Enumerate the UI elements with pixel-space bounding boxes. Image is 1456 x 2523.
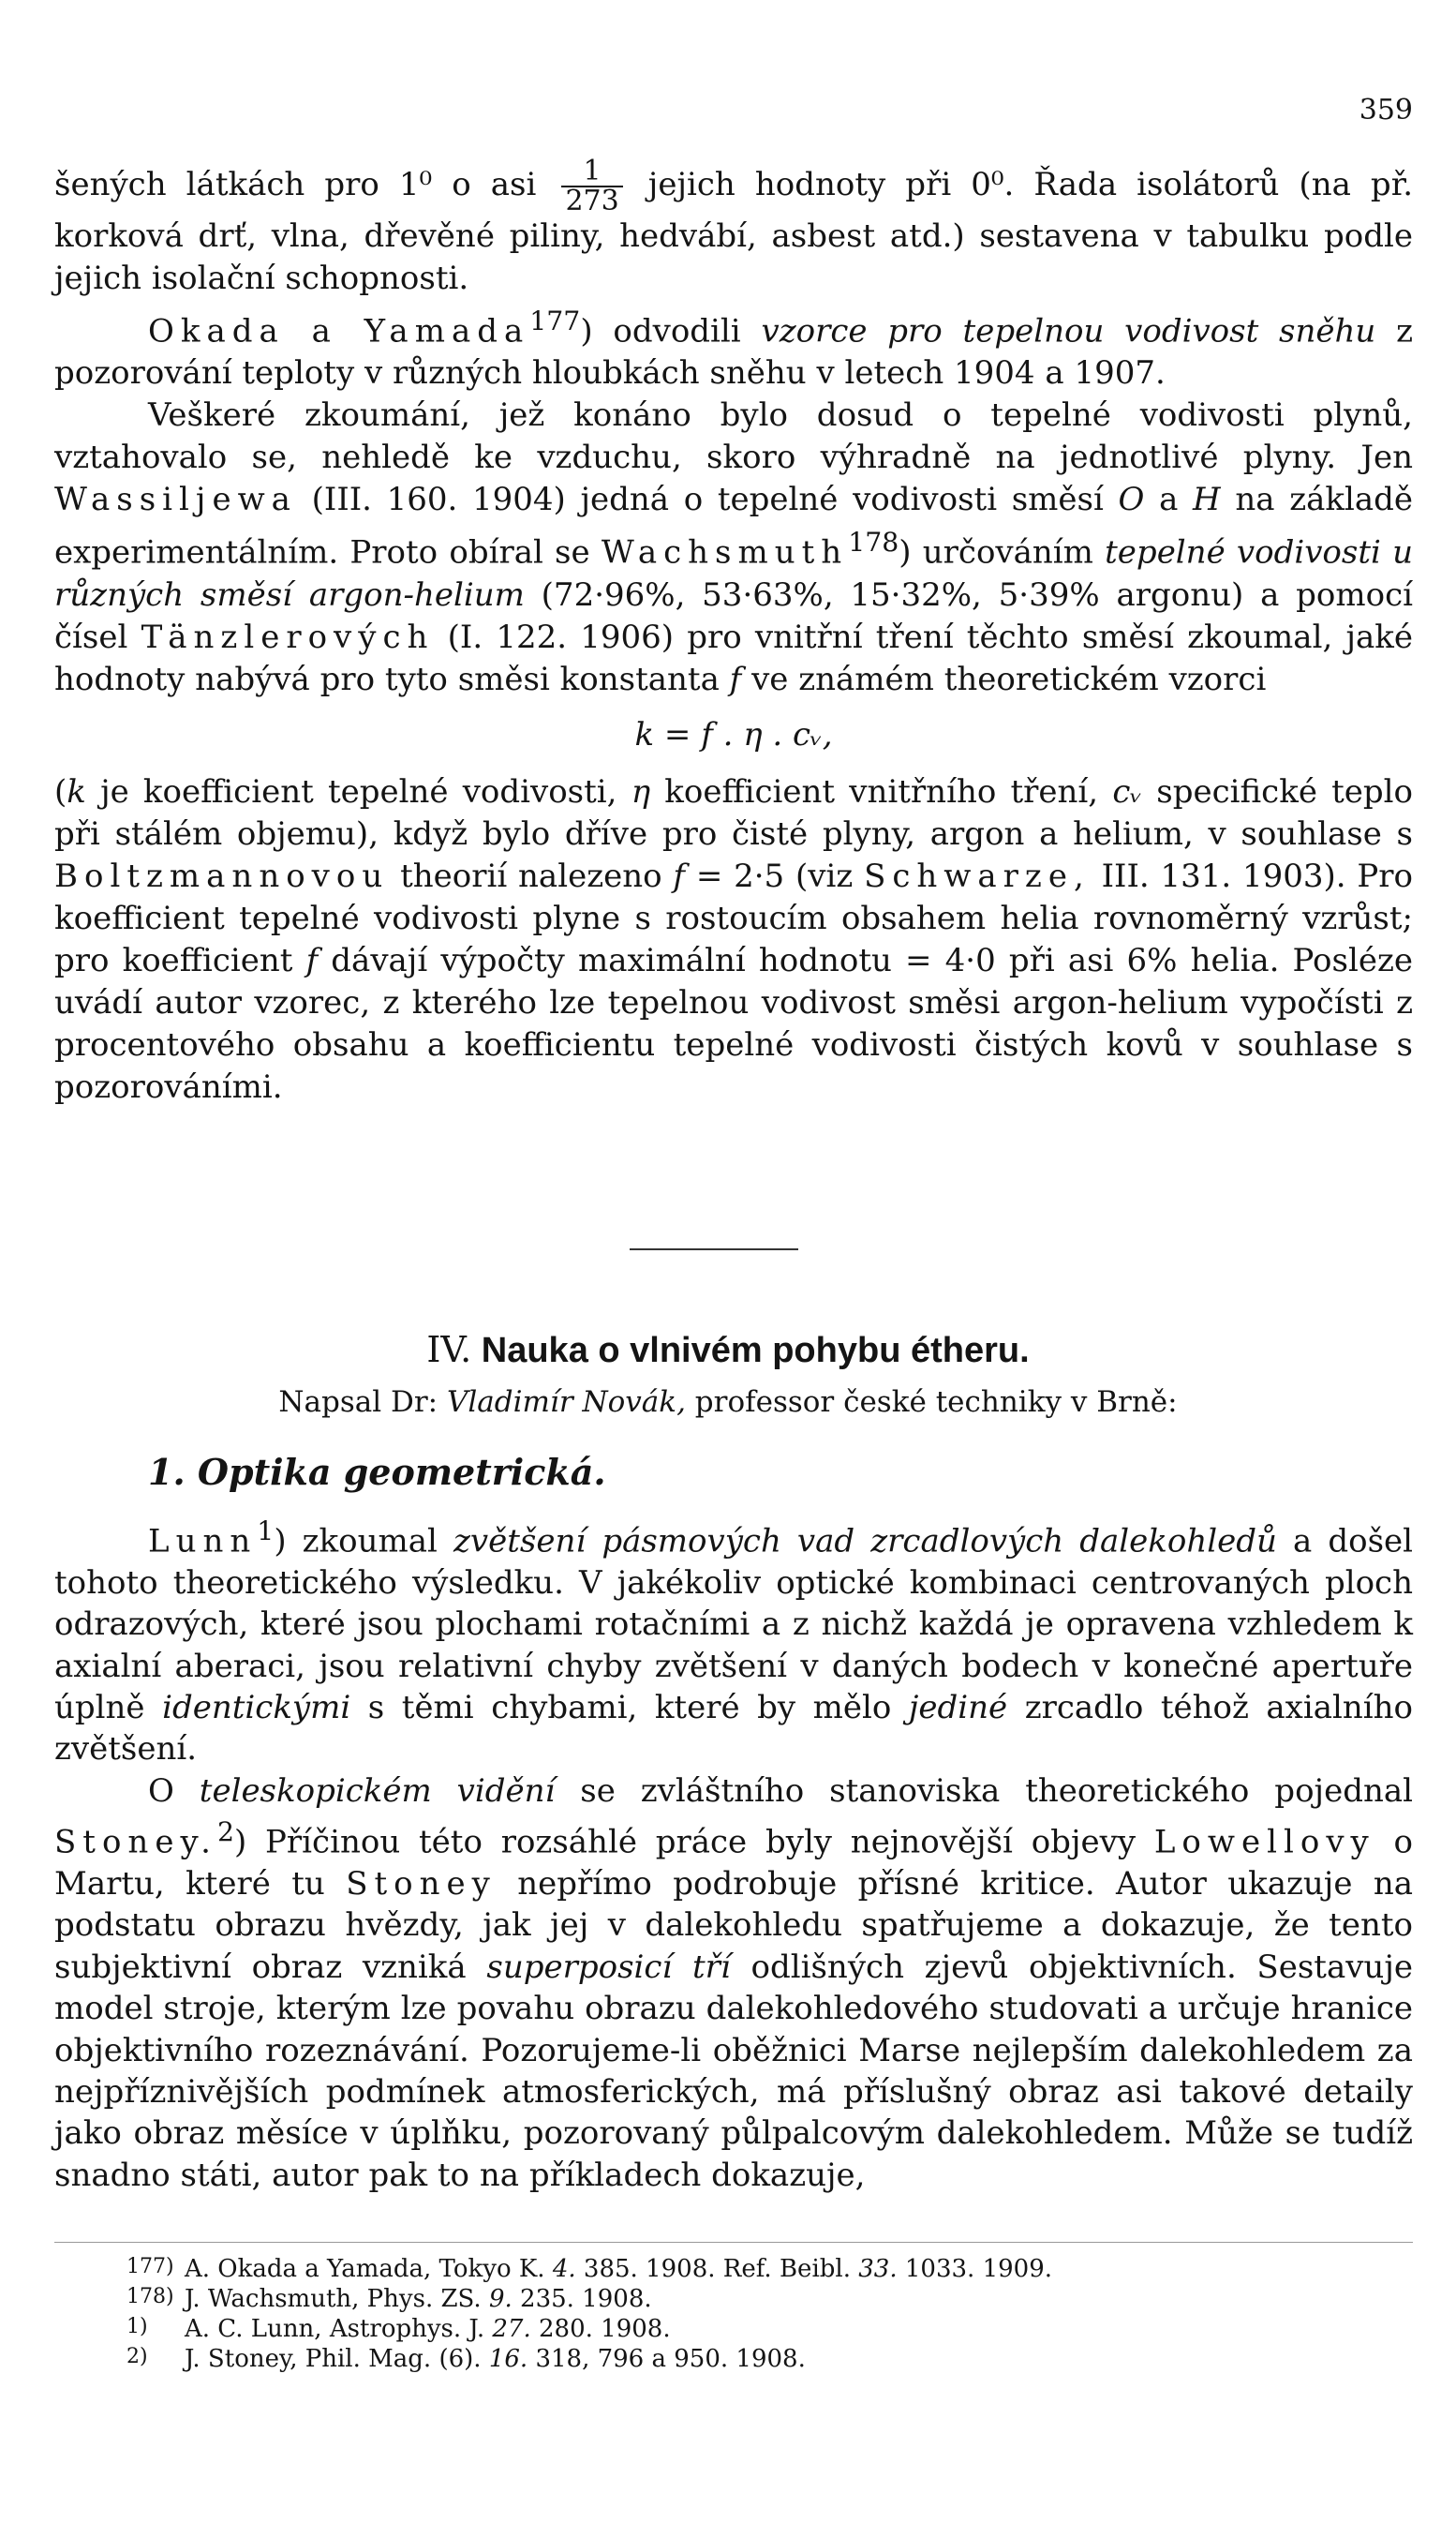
author-name: Lunn bbox=[148, 1522, 258, 1560]
footnote-text: 280. 1908. bbox=[539, 2315, 671, 2343]
author-name: Wachsmuth bbox=[601, 533, 849, 572]
footnote-text: 235. 1908. bbox=[520, 2285, 652, 2313]
footnote-mark: 177) bbox=[126, 2255, 174, 2278]
footnote-volume: 4. bbox=[552, 2255, 576, 2283]
footnote-text: J. Wachsmuth, Phys. ZS. bbox=[185, 2285, 482, 2313]
author-name: Boltzmannovou bbox=[54, 857, 390, 895]
text-run: theorií nalezeno bbox=[400, 857, 662, 895]
text-run: (III. 160. 1904) jedná o tepelné vodivosti směsí bbox=[311, 481, 1104, 519]
italic-run: vzorce pro tepelnou vodivost sněhu bbox=[761, 312, 1376, 351]
footnote-text: 1033. 1909. bbox=[904, 2255, 1053, 2283]
text-run: = 2·5 (viz bbox=[695, 857, 854, 895]
symbol-H: H bbox=[1193, 481, 1221, 519]
paragraph-6 bbox=[54, 1770, 1413, 2196]
italic-run: identickými bbox=[162, 1688, 351, 1726]
symbol-O: O bbox=[1118, 481, 1145, 519]
footnote-mark: 178) bbox=[126, 2285, 174, 2308]
text-run: nepřímo podrobuje přísné kritice. Autor ukazuje na podstatu obrazu hvězdy, jak jej v dalekohledu spatřujeme a dokazuje, že tento subjektivní obraz vzniká bbox=[54, 1864, 1414, 1986]
text-run: ) určováním bbox=[899, 533, 1093, 572]
section-divider bbox=[630, 1248, 798, 1250]
text-run: a došel tohoto theoretického výsledku. V jakékoliv optické kombinaci centrovaných ploch odrazových, které jsou plochami rotačními a z nichž každá je opravena vzhledem k axialní aberaci, jsou relativní chyby zvětšení v daných bodech v konečné apertuře úplně bbox=[54, 1522, 1414, 1726]
text-run: ) odvodili bbox=[580, 312, 741, 351]
fraction-denominator: 273 bbox=[565, 185, 619, 217]
subsection-heading: 1. Optika geometrická. bbox=[148, 1451, 606, 1493]
section-author bbox=[0, 1385, 1456, 1419]
text-run: na základě experimentálním. Proto obíral se bbox=[54, 481, 1414, 572]
author-name: Stoney bbox=[346, 1864, 497, 1903]
footnote-text: A. C. Lunn, Astrophys. J. bbox=[185, 2315, 485, 2343]
body-text-bottom bbox=[54, 1511, 1413, 2196]
footnote bbox=[126, 2313, 1419, 2343]
footnote-mark: 1) bbox=[126, 2315, 148, 2338]
footnote-volume: 33. bbox=[858, 2255, 898, 2283]
text-run: III. 131. 1903). Pro koefficient tepelné vodivosti plyne s rostoucím obsahem helia rovnoměrný vzrůst; pro koefficient bbox=[54, 857, 1414, 979]
author-name: Okada a Yamada bbox=[148, 312, 530, 351]
section-heading bbox=[0, 1329, 1456, 1371]
paragraph-4 bbox=[54, 771, 1413, 1109]
italic-run: superposicí tří bbox=[486, 1948, 731, 1986]
body-text-top bbox=[54, 157, 1413, 1109]
footnote-ref: 1 bbox=[257, 1515, 275, 1546]
text-run: ) Příčinou této rozsáhlé práce byly nejnovější objevy bbox=[233, 1823, 1137, 1861]
text-run: specifické teplo při stálém objemu), když bylo dříve pro čisté plyny, argon a helium, v souhlase s bbox=[54, 772, 1414, 853]
paragraph-1 bbox=[54, 157, 1413, 300]
footnote bbox=[126, 2283, 1419, 2313]
text-run: se zvláštního stanoviska theoretického pojednal bbox=[580, 1771, 1414, 1810]
footnote-volume: 9. bbox=[488, 2285, 513, 2313]
text-run: o Martu, které tu bbox=[54, 1823, 1414, 1903]
text-run: odlišných zjevů objektivních. Sestavuje model stroje, kterým lze povahu obrazu dalekohledového studovati a určuje hranice objektivního rozeznávání. Pozorujeme-li oběžnici Marse nejlepším dalekohledem za nejpříznivějších podmínek atmosferických, má příslušný obraz asi takové detaily jako obraz měsíce v úplňku, pozorovaný půlpalcovým dalekohledem. Může se tudíž snadno státi, autor pak to na příkladech dokazuje, bbox=[54, 1948, 1413, 2194]
footnote-text: A. Okada a Yamada, Tokyo K. bbox=[185, 2255, 545, 2283]
text-run: Napsal Dr: bbox=[278, 1385, 438, 1419]
author-name: Vladimír Novák, bbox=[446, 1385, 686, 1419]
italic-run: teleskopickém vidění bbox=[199, 1771, 556, 1810]
text-run: (72·96%, 53·63%, 15·32%, 5·39% argonu) a pomocí čísel bbox=[54, 575, 1413, 656]
text-run: je koefficient tepelné vodivosti, bbox=[100, 772, 617, 811]
footnote-text: 385. 1908. Ref. Beibl. bbox=[583, 2255, 851, 2283]
footnote bbox=[126, 2253, 1419, 2283]
text-run: ) zkoumal bbox=[274, 1522, 438, 1560]
footnote-volume: 16. bbox=[488, 2345, 528, 2373]
text-run: koefficient vnitřního tření, bbox=[664, 772, 1099, 811]
section-title: Nauka o vlnivém pohybu étheru. bbox=[481, 1331, 1030, 1370]
text-run: a bbox=[1159, 481, 1179, 519]
text-run: O bbox=[148, 1771, 174, 1810]
footnote-ref: 2 bbox=[216, 1816, 234, 1848]
author-name: Schwarze, bbox=[864, 857, 1091, 895]
footnote-divider bbox=[54, 2242, 1413, 2243]
fraction bbox=[561, 157, 622, 216]
symbol-k: k bbox=[67, 772, 86, 811]
footnote-text: J. Stoney, Phil. Mag. (6). bbox=[185, 2345, 482, 2373]
footnote-volume: 27. bbox=[492, 2315, 531, 2343]
italic-run: zvětšení pásmových vad zrcadlových dalekohledů bbox=[453, 1522, 1277, 1560]
text-run: Veškeré zkoumání, jež konáno bylo dosud o tepelné vodivosti plynů, vztahovalo se, nehledě ke vzduchu, skoro výhradně na jednotlivé plyny. Jen bbox=[54, 396, 1413, 477]
page-number: 359 bbox=[1359, 94, 1413, 127]
symbol-f: f bbox=[729, 660, 742, 698]
text-run: zrcadlo téhož axialního zvětšení. bbox=[54, 1688, 1414, 1769]
symbol-eta: η bbox=[631, 772, 651, 811]
text-run: jejich hodnoty při 0⁰. Řada isolátorů (na př. korková drť, vlna, dřevěné piliny, hedvábí, asbest atd.) sestavena v tabulku podle jejich isolační schopnosti. bbox=[54, 166, 1414, 297]
author-name: Lowellovy bbox=[1153, 1823, 1375, 1861]
footnote-ref: 178 bbox=[848, 527, 899, 559]
fraction-numerator: 1 bbox=[561, 157, 622, 187]
symbol-f: f bbox=[305, 941, 319, 979]
text-run: s těmi chybami, které by mělo bbox=[367, 1688, 892, 1726]
formula: k = f . η . cᵥ, bbox=[634, 715, 833, 754]
symbol-cv: cᵥ bbox=[1112, 772, 1143, 811]
footnote-mark: 2) bbox=[126, 2345, 148, 2368]
text-run: professor české techniky v Brně: bbox=[694, 1385, 1178, 1419]
author-name: Wassiljewa bbox=[54, 481, 297, 519]
text-run: ( bbox=[54, 772, 67, 811]
symbol-f: f bbox=[673, 857, 686, 895]
italic-run: tepelné vodivosti u různých směsí argon-helium bbox=[54, 533, 1413, 614]
text-run: ve známém theoretickém vzorci bbox=[751, 660, 1267, 698]
paragraph-5 bbox=[54, 1511, 1413, 1770]
footnote-text: 318, 796 a 950. 1908. bbox=[535, 2345, 806, 2373]
author-name: Stoney. bbox=[54, 1823, 217, 1861]
text-run: z pozorování teploty v různých hloubkách sněhu v letech 1904 a 1907. bbox=[54, 312, 1414, 393]
section-number: IV. bbox=[426, 1329, 472, 1370]
text-run: dávají výpočty maximální hodnotu = 4·0 při asi 6% helia. Posléze uvádí autor vzorec, z kterého lze tepelnou vodivost směsi argon-helium vypočísti z procentového obsahu a koefficientu tepelné vodivosti čistých kovů v souhlase s pozorováními. bbox=[54, 941, 1414, 1106]
italic-run: jediné bbox=[908, 1688, 1008, 1726]
text-run: (I. 122. 1906) pro vnitřní tření těchto směsí zkoumal, jaké hodnoty nabývá pro tyto směsi konstanta bbox=[54, 618, 1413, 698]
paragraph-2 bbox=[54, 300, 1413, 395]
author-name: Tänzlerových bbox=[141, 618, 435, 656]
footnote-ref: 177 bbox=[529, 306, 581, 336]
paragraph-3 bbox=[54, 395, 1413, 700]
footnote bbox=[126, 2343, 1419, 2373]
text-run: šených látkách pro 1⁰ o asi bbox=[54, 166, 537, 203]
